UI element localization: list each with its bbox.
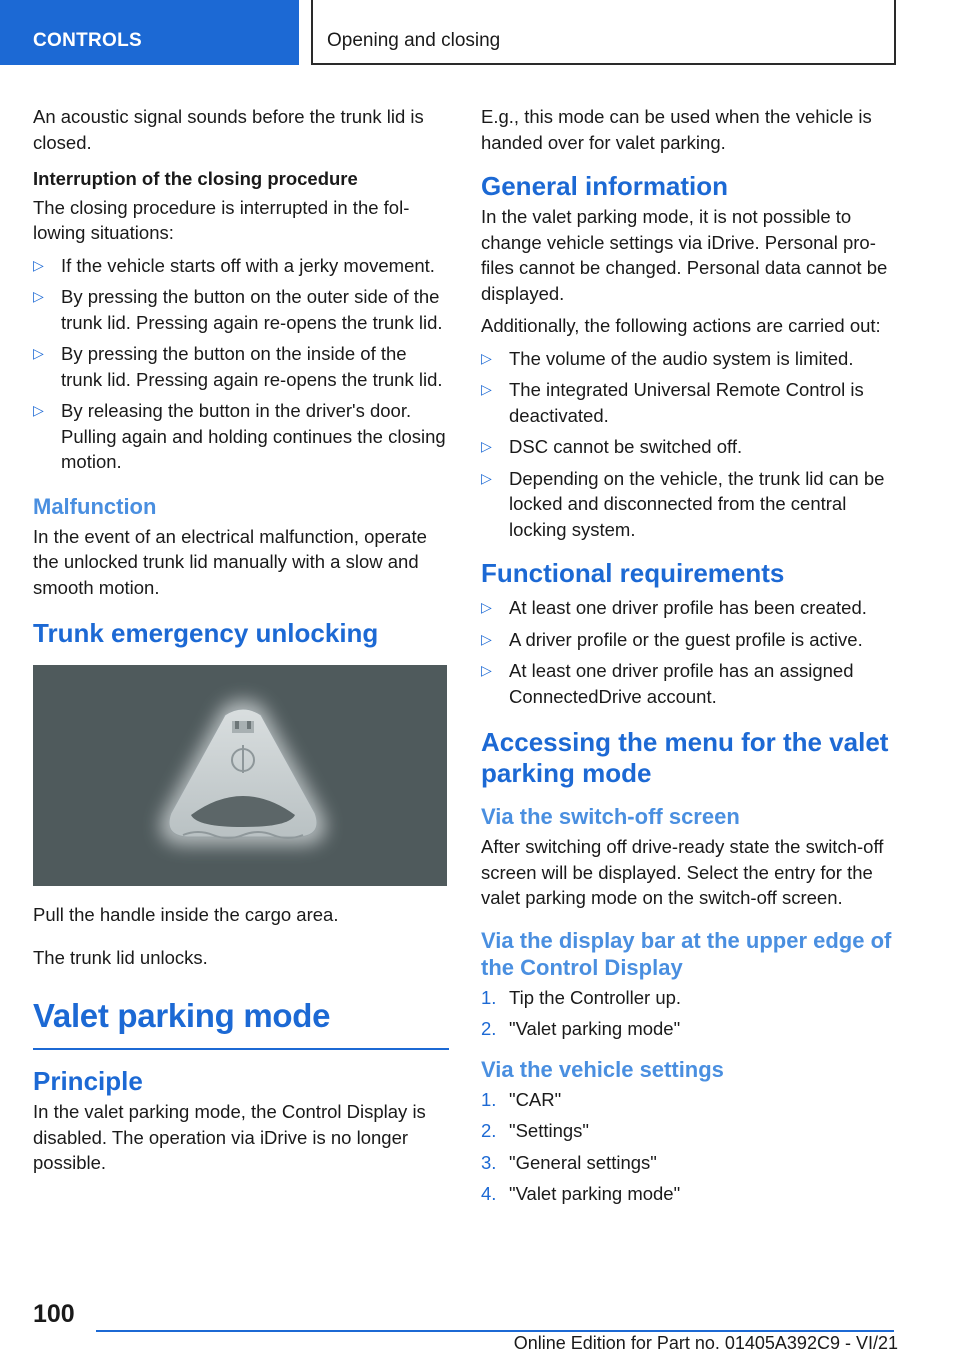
- malfunction-heading: Malfunction: [33, 493, 157, 519]
- emergency-step-2: The trunk lid unlocks.: [33, 946, 208, 968]
- displaybar-heading: Via the display bar at the upper edge of the Control Display: [481, 927, 892, 980]
- valet-parking-heading: Valet parking mode: [33, 996, 449, 1050]
- list-item: 1. "CAR": [481, 1088, 562, 1110]
- triangle-bullet-icon: ▷: [33, 288, 44, 304]
- footer-divider: [96, 1330, 894, 1332]
- valet-intro-paragraph: E.g., this mode can be used when the vehicle is handed over for valet parking.: [481, 106, 872, 153]
- intro-paragraph: An acoustic signal sounds before the trunk lid is closed.: [33, 106, 424, 153]
- triangle-bullet-icon: ▷: [481, 630, 492, 647]
- triangle-bullet-icon: ▷: [33, 256, 44, 273]
- emergency-step-1: Pull the handle inside the cargo area.: [33, 904, 339, 925]
- triangle-bullet-icon: ▷: [33, 345, 44, 361]
- list-item: 1. Tip the Controller up.: [481, 986, 682, 1008]
- triangle-bullet-icon: ▷: [481, 469, 492, 486]
- switchoff-paragraph: After switching off drive-ready state the switch-off screen will be displayed. Select the entry for the valet parking mode on the switch-off screen.: [481, 836, 884, 908]
- list-item: ▷ The integrated Universal Remote Control is deactivated.: [481, 379, 864, 426]
- section-tab: [0, 0, 299, 65]
- interruption-list: [33, 253, 449, 475]
- emergency-handle-figure: [33, 665, 447, 886]
- additional-paragraph: Additionally, the following actions are carried out:: [481, 315, 881, 336]
- list-item: ▷ By pressing the button on the inside of the trunk lid. Pressing again re-opens the trunk lid.: [33, 343, 443, 390]
- triangle-bullet-icon: ▷: [481, 662, 492, 678]
- vehicle-settings-heading: Via the vehicle settings: [481, 1056, 724, 1082]
- list-item: ▷ By releasing the button in the driver's door. Pulling again and holding continues the closing motion.: [33, 400, 446, 472]
- principle-heading: Principle: [33, 1066, 143, 1096]
- chapter-title: Opening and closing: [327, 30, 501, 51]
- left-column: [33, 104, 449, 1183]
- triangle-bullet-icon: ▷: [481, 599, 492, 615]
- requirements-heading: Functional requirements: [481, 558, 785, 588]
- actions-list: [481, 346, 897, 543]
- general-info-paragraph: In the valet parking mode, it is not possible to change vehicle settings via iDrive. Personal profiles cannot be changed. Personal data cannot be displayed.: [481, 206, 888, 304]
- triangle-bullet-icon: ▷: [481, 349, 492, 366]
- malfunction-paragraph: In the event of an electrical malfunction, operate the unlocked trunk lid manually with a slow and smooth motion.: [33, 525, 427, 598]
- emergency-heading: Trunk emergency unlocking: [33, 618, 379, 648]
- triangle-bullet-icon: ▷: [481, 438, 492, 454]
- right-column: [481, 104, 897, 1213]
- triangle-bullet-icon: ▷: [33, 402, 44, 418]
- vehicle-settings-steps: [481, 1087, 897, 1207]
- list-item: ▷ By pressing the button on the outer side of the trunk lid. Pressing again re-opens the trunk lid.: [33, 286, 443, 333]
- trunk-handle-icon: [33, 665, 447, 886]
- list-item: 2. "Valet parking mode": [481, 1018, 681, 1039]
- general-info-heading: General information: [481, 171, 729, 201]
- list-item: ▷ At least one driver profile has been created.: [481, 595, 897, 621]
- page-number: 100: [33, 1300, 75, 1328]
- list-item: ▷ A driver profile or the guest profile is active.: [481, 627, 897, 653]
- list-item: ▷ Depending on the vehicle, the trunk lid can be locked and disconnected from the central locking system.: [481, 467, 885, 540]
- interruption-heading: Interruption of the closing procedure: [33, 168, 358, 189]
- list-item: 4. "Valet parking mode": [481, 1183, 681, 1204]
- list-item: 3. "General settings": [481, 1151, 657, 1173]
- menu-access-heading: Accessing the menu for the valet parking mode: [481, 727, 889, 788]
- list-item: ▷ At least one driver profile has an assigned ConnectedDrive account.: [481, 660, 854, 707]
- triangle-bullet-icon: ▷: [481, 381, 492, 397]
- list-item: 2. "Settings": [481, 1120, 589, 1141]
- section-title: CONTROLS: [33, 30, 143, 51]
- chapter-tab: [311, 0, 896, 65]
- edition-text: Online Edition for Part no. 01405A392C9 - VI/21: [513, 1333, 898, 1353]
- requirements-list: [481, 595, 897, 709]
- switchoff-heading: Via the switch-off screen: [481, 804, 740, 829]
- list-item: ▷ DSC cannot be switched off.: [481, 434, 897, 460]
- principle-paragraph: In the valet parking mode, the Control Display is disabled. The operation via iDrive is no longer possible.: [33, 1101, 426, 1173]
- displaybar-steps: [481, 985, 897, 1042]
- interruption-paragraph: The closing procedure is interrupted in the following situations:: [33, 196, 410, 243]
- list-item: ▷ The volume of the audio system is limited.: [481, 346, 897, 372]
- list-item: ▷ If the vehicle starts off with a jerky movement.: [33, 253, 449, 279]
